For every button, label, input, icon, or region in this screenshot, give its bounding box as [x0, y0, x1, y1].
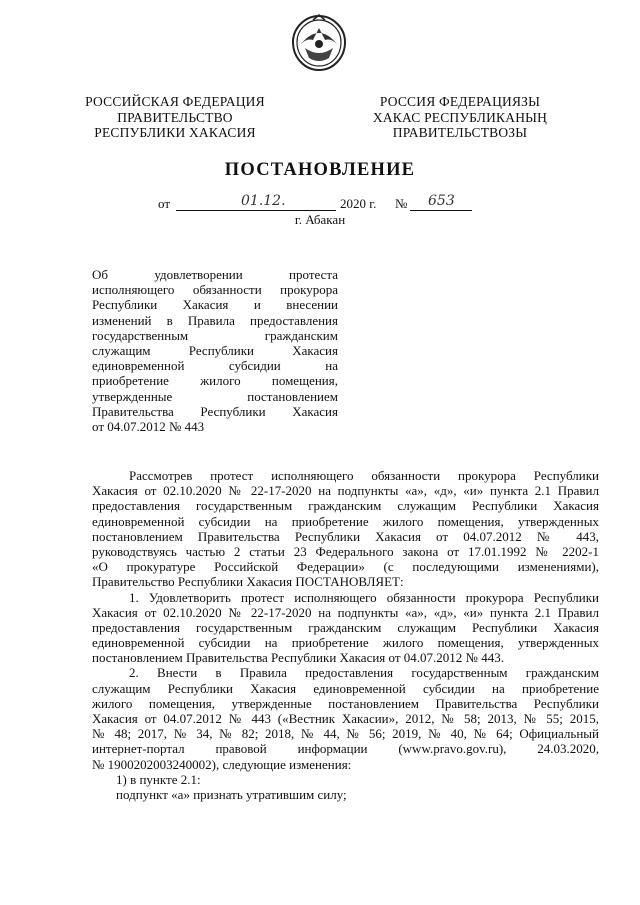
- body-line: руководствуясь частью 2 статьи 23 Федерального закона от 17.01.1992 № 2202-1: [92, 543, 599, 559]
- body-line: единовременной субсидии на приобретение жилого помещения, утвержденных: [92, 513, 599, 529]
- body-line: Хакасия от 04.07.2012 № 443 («Вестник Хакасии», 2012, № 58; 2013, № 55; 2015,: [92, 711, 599, 726]
- header-right-line: РОССИЯ ФЕДЕРАЦИЯЗЫ: [379, 94, 541, 109]
- body-line: постановлением Правительства Республики Хакасия от 04.07.2012 № 443,: [92, 528, 599, 544]
- date-handwritten: 01.12.: [241, 193, 286, 209]
- body-line: подпункт «а» признать утратившим силу;: [116, 786, 347, 802]
- date-number-line: [148, 194, 528, 214]
- body-line: предоставления государственным гражданским служащим Республики Хакасия: [92, 498, 599, 514]
- body-line: интернет-портал правовой информации (www.pravo.gov.ru), 24.03.2020,: [92, 741, 599, 757]
- subject-line: служащим Республики Хакасия: [92, 342, 338, 358]
- subject-block: [92, 267, 338, 434]
- body-line: Хакасия от 02.10.2020 № 22-17-2020 на подпункты «а», «д», «и» пункта 2.1 Правил: [92, 604, 599, 620]
- subject-line: приобретение жилого помещения,: [92, 373, 338, 389]
- body-line: Рассмотрев протест исполняющего обязанности прокурора Республики: [129, 468, 599, 483]
- body-line: № 1900202003240002), следующие изменения:: [92, 756, 352, 772]
- body-text: [92, 468, 599, 802]
- body-line: предоставления государственным гражданским служащим Республики Хакасия: [92, 619, 599, 635]
- header-right-line: ХАКАС РЕСПУБЛИКАНЫҢ: [372, 109, 548, 125]
- subject-line: изменений в Правила предоставления: [92, 312, 338, 328]
- header-left: [70, 94, 280, 141]
- header-right-line: ПРАВИТЕЛЬСТВОЗЫ: [392, 125, 528, 140]
- header-left-line: РЕСПУБЛИКИ ХАКАСИЯ: [94, 125, 256, 140]
- body-line: постановлением Правительства Республики Хакасия от 04.07.2012 № 443.: [92, 650, 504, 666]
- year-label: 2020 г.: [340, 196, 377, 211]
- subject-line: Республики Хакасия и внесении: [92, 297, 338, 313]
- header-left-line: РОССИЙСКАЯ ФЕДЕРАЦИЯ: [85, 94, 265, 109]
- subject-line: утвержденные постановлением: [92, 388, 338, 404]
- subject-line: Правительства Республики Хакасия: [92, 403, 338, 419]
- number-label: №: [395, 196, 408, 211]
- header-right: [355, 94, 565, 141]
- subject-line: исполняющего обязанности прокурора: [92, 282, 338, 298]
- number-handwritten: 653: [428, 193, 455, 209]
- header-left-line: ПРАВИТЕЛЬСТВО: [117, 109, 233, 125]
- body-line: Правительство Республики Хакасия ПОСТАНОВЛЯЕТ:: [92, 574, 404, 590]
- subject-line: от 04.07.2012 № 443: [92, 418, 205, 434]
- body-line: № 48; 2017, № 34, № 82; 2018, № 44, № 56; 2019, № 40, № 64; Официальный: [92, 726, 599, 742]
- document-title: ПОСТАНОВЛЕНИЕ: [224, 160, 416, 180]
- city: г. Абакан: [294, 212, 346, 227]
- body-line: 2. Внести в Правила предоставления государственным гражданским: [129, 665, 599, 681]
- body-line: жилого помещения, утвержденные постановлением Правительства Республики: [92, 695, 599, 711]
- body-line: 1. Удовлетворить протест исполняющего обязанности прокурора Республики: [129, 589, 599, 605]
- subject-line: государственным гражданским: [92, 327, 338, 343]
- from-label: от: [158, 196, 171, 211]
- body-line: Хакасия от 02.10.2020 № 22-17-2020 на подпункты «а», «д», «и» пункта 2.1 Правил: [92, 483, 599, 499]
- body-line: «О прокуратуре Российской Федерации» (с последующими изменениями),: [92, 559, 599, 575]
- subject-line: Об удовлетворении протеста: [92, 267, 338, 282]
- body-line: 1) в пункте 2.1:: [116, 771, 201, 787]
- body-line: единовременной субсидии на приобретение жилого помещения, утвержденных: [92, 635, 599, 651]
- subject-line: единовременной субсидии на: [92, 358, 338, 374]
- body-line: служащим Республики Хакасия единовременной субсидии на приобретение: [92, 680, 599, 696]
- coat-of-arms-emblem: [291, 14, 347, 72]
